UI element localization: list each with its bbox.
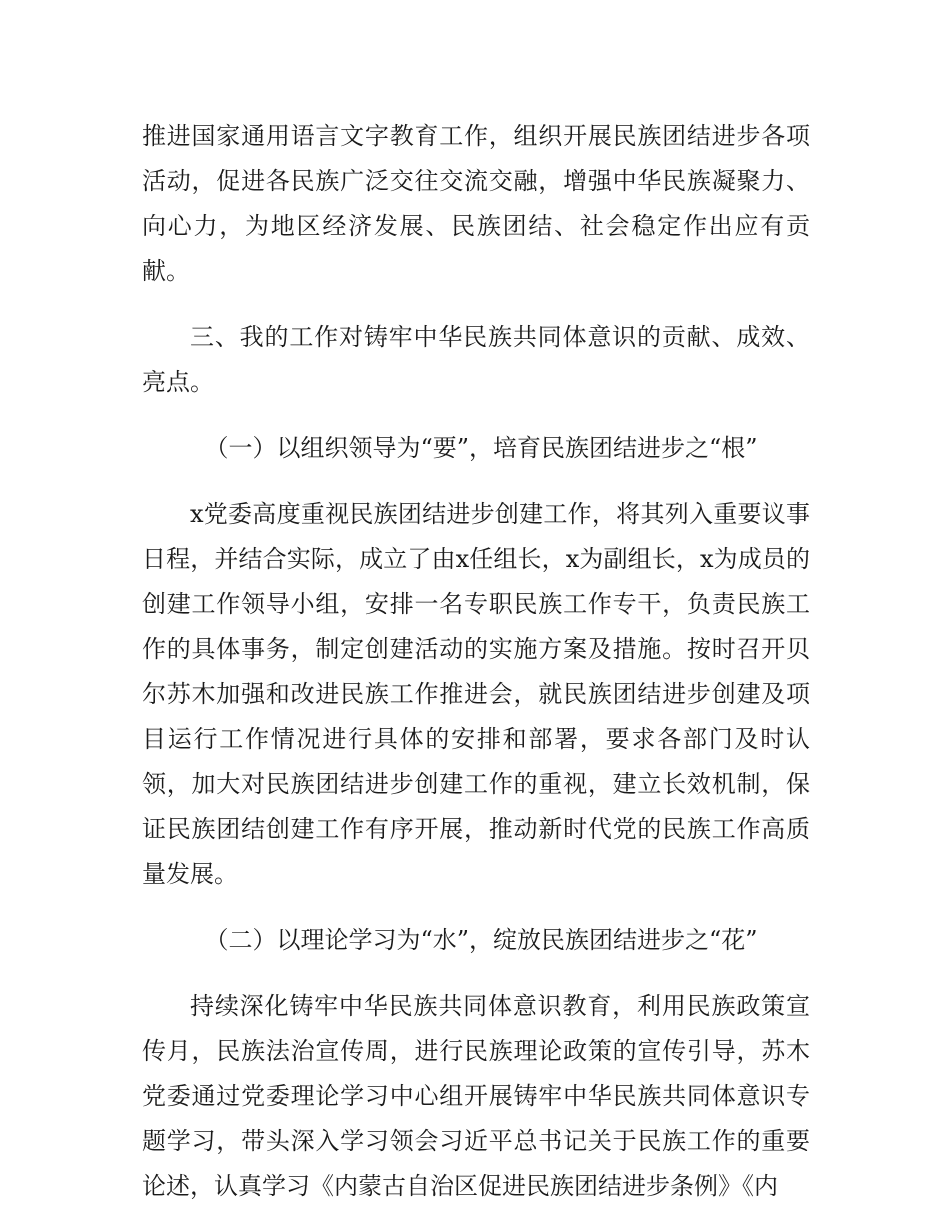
section-heading-three: 三、我的工作对铸牢中华民族共同体意识的贡献、成效、亮点。 <box>142 323 810 396</box>
paragraph-organization: x党委高度重视民族团结进步创建工作，将其列入重要议事日程，并结合实际，成立了由x任组长，x为副组长，x为成员的创建工作领导小组，安排一名专职民族工作专干，负责民族工作的具体事务，制定创建活动的实施方案及措施。按时召开贝尔苏木加强和改进民族工作推进会，就民族团结进步创建及项目运行工作情况进行具体的安排和部署，要求各部门及时认领，加大对民族团结进步创建工作的重视，建立长效机制，保证民族团结创建工作有序开展，推动新时代党的民族工作高质量发展。 <box>142 500 810 888</box>
subheading-one: （一）以组织领导为“要”，培育民族团结进步之“根” <box>204 434 758 462</box>
document-body <box>142 114 810 1209</box>
paragraph-continuation: 推进国家通用语言文字教育工作，组织开展民族团结进步各项活动，促进各民族广泛交往交流交融，增强中华民族凝聚力、向心力，为地区经济发展、民族团结、社会稳定作出应有贡献。 <box>142 122 810 285</box>
paragraph-theory-study: 持续深化铸牢中华民族共同体意识教育，利用民族政策宣传月，民族法治宣传周，进行民族理论政策的宣传引导，苏木党委通过党委理论学习中心组开展铸牢中华民族共同体意识专题学习，带头深入学习领会习近平总书记关于民族工作的重要论述，认真学习《内蒙古自治区促进民族团结进步条例》《内 <box>142 992 810 1200</box>
subheading-two: （二）以理论学习为“水”，绽放民族团结进步之“花” <box>204 926 758 954</box>
